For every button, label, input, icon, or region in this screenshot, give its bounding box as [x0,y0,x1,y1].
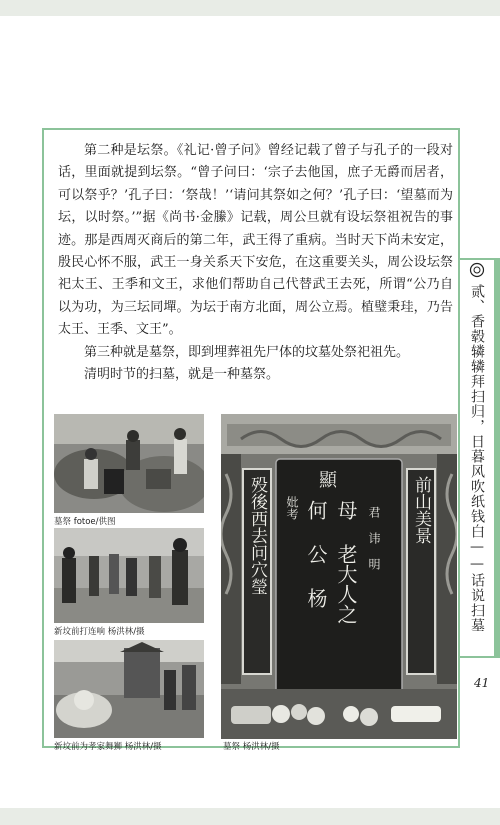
photo-tombstone [221,414,457,739]
photo-firecrackers-image [54,528,204,623]
paragraph-2: 第三种就是墓祭，即到埋葬祖先尸体的坟墓处祭祀祖先。 [84,344,410,360]
tombstone-main: 母 老大人之 [334,500,358,624]
caption-photo-2: 新坟前打连响 杨洪林/摄 [54,627,145,637]
photo-lion-dance [54,640,204,738]
right-couplet-text: 前山美景 [411,476,431,544]
bullet-circle-icon [469,262,485,278]
bottom-scan-band [0,808,500,825]
caption-photo-3: 新坟前为孝家舞狮 杨洪林/摄 [54,742,162,752]
side-tab-strip [494,260,500,656]
tombstone-col-left: 妣考 [285,496,299,520]
caption-photo-1: 墓祭 fotoe/供图 [54,517,116,527]
photo-lion-dance-image [54,640,204,738]
tombstone-names: 何 公 杨 [304,500,328,608]
caption-photo-4: 墓祭 杨洪林/摄 [223,742,280,752]
paragraph-3: 清明时节的扫墓，就是一种墓祭。 [84,367,280,383]
photo-grave-offering [54,414,204,513]
body-text [58,140,453,386]
top-scan-band [0,0,500,16]
chapter-title-vertical: 贰、香毂辚辚拜扫归，日暮风吹纸钱白——话说扫墓 [469,284,485,633]
tombstone-top-char: 顯 [319,470,337,491]
photo-firecrackers [54,528,204,623]
left-couplet-text: 殁後西去问穴瑩 [247,476,267,595]
page-number: 41 [474,676,490,690]
paragraph-1: 第二种是坛祭。《礼记·曾子问》曾经记载了曾子与孔子的一段对话，里面就提到坛祭。“曾子问曰：‘宗子去他国，庶子无爵而居者，可以祭乎？’孔子曰：‘祭哉！’‘请问其祭如之何？’孔子曰：‘望墓而为坛，以时祭。’”据《尚书·金縢》记载，周公旦就有设坛祭祖祝告的事迹。那是西周灭商后的第二年，武王得了重病。当时天下尚未安定，殷民心怀不服，武王一身关系天下安危，在这重要关头，周公设坛祭祀太王、王季和文王，求他们帮助自己代替武王去死，所谓“公乃自以为功，为三坛同墠。为坛于南方北面，周公立焉。植璧秉珪，乃告太王、王季、文王”。 [58,143,453,338]
photo-grave-offering-image [54,414,204,513]
tombstone-extra: 君 讳 明 [367,506,381,570]
